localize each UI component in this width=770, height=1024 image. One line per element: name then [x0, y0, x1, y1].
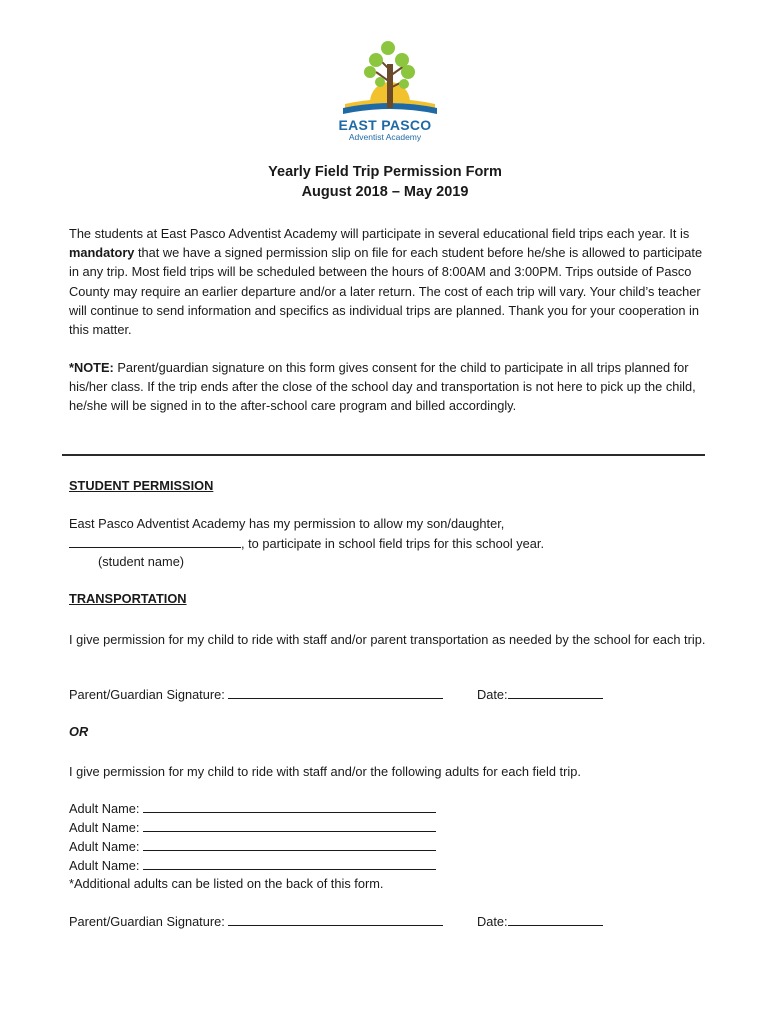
adult-name-row — [69, 800, 436, 816]
date-field-2[interactable] — [508, 913, 603, 926]
intro-emphasis: mandatory — [69, 245, 135, 261]
or-label: OR — [69, 724, 89, 739]
signature-row-1 — [69, 686, 443, 702]
intro-text-after: that we have a signed permission slip on file for each student before he/she is allowed to participate in any trip. Most field trips will be scheduled between the hours of 8:00AM and 3:00PM. Trips outside of Pasco County may require an earlier departure and/or a later return. The cost of each trip will vary. Your child’s teacher will continue to send information and specifics as individual trips are planned. Thank you for your cooperation in this matter. — [69, 245, 703, 338]
signature-field-2[interactable] — [228, 913, 443, 926]
student-name-field[interactable] — [69, 535, 241, 548]
adult-name-row — [69, 819, 436, 835]
logo-leaf — [399, 79, 409, 89]
signature-label-2: Parent/Guardian Signature: — [69, 914, 225, 929]
adult-name-label: Adult Name: — [69, 858, 140, 873]
student-permission-heading: STUDENT PERMISSION — [69, 478, 214, 493]
signature-label: Parent/Guardian Signature: — [69, 687, 225, 702]
logo-leaf — [375, 77, 385, 87]
adult-name-row — [69, 857, 436, 873]
logo-leaf — [364, 66, 376, 78]
adult-name-label: Adult Name: — [69, 801, 140, 816]
student-name-label: (student name) — [98, 554, 185, 569]
signature-field-1[interactable] — [228, 686, 443, 699]
date-field-1[interactable] — [508, 686, 603, 699]
form-dates: August 2018 – May 2019 — [301, 184, 469, 200]
signature-row-2 — [69, 913, 443, 929]
date-label-2: Date: — [477, 914, 508, 929]
date-label: Date: — [477, 687, 508, 702]
section-divider — [62, 454, 705, 456]
adults-permission-text: I give permission for my child to ride with staff and/or the following adults for each field trip. — [69, 764, 581, 779]
permission-statement-end: , to participate in school field trips for this school year. — [241, 536, 545, 551]
intro-text-before: The students at East Pasco Adventist Academy will participate in several educational field trips each year. It is — [69, 226, 690, 241]
form-title: Yearly Field Trip Permission Form — [268, 164, 502, 180]
intro-paragraph — [69, 224, 709, 339]
permission-statement: East Pasco Adventist Academy has my permission to allow my son/daughter, — [69, 516, 505, 531]
logo-leaf — [401, 65, 415, 79]
logo-leaf — [381, 41, 395, 55]
school-name: EAST PASCO — [338, 117, 432, 133]
school-subtitle: Adventist Academy — [348, 132, 422, 142]
adult-name-label: Adult Name: — [69, 820, 140, 835]
transportation-permission-text: I give permission for my child to ride with staff and/or parent transportation as needed by the school for each trip. — [69, 632, 706, 647]
note-text: Parent/guardian signature on this form gives consent for the child to participate in all trips planned for his/her class. If the trip ends after the close of the school day and transportation is not here to pick up the child, he/she will be signed in to the after-school care program and billed accordingly. — [69, 360, 696, 414]
adult-name-label: Adult Name: — [69, 839, 140, 854]
date-row-2 — [477, 913, 603, 929]
adult-name-field[interactable] — [143, 857, 436, 870]
logo-leaf — [395, 53, 409, 67]
transportation-heading: TRANSPORTATION — [69, 591, 187, 606]
adult-name-field[interactable] — [143, 838, 436, 851]
logo-leaf — [369, 53, 383, 67]
adult-name-field[interactable] — [143, 819, 436, 832]
date-row-1 — [477, 686, 603, 702]
adult-name-field[interactable] — [143, 800, 436, 813]
note-paragraph — [69, 358, 709, 416]
additional-adults-note: *Additional adults can be listed on the back of this form. — [69, 876, 384, 891]
permission-statement-line2 — [69, 535, 544, 551]
note-label: *NOTE: — [69, 360, 114, 375]
adult-name-row — [69, 838, 436, 854]
